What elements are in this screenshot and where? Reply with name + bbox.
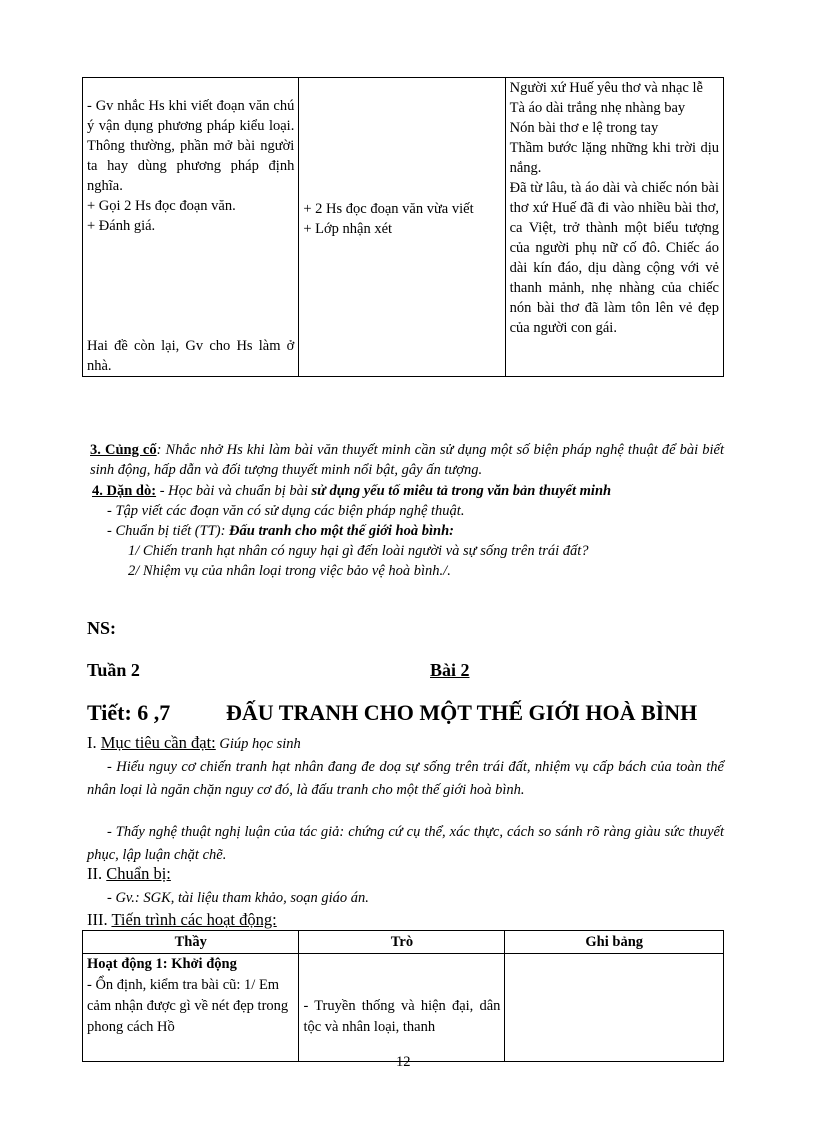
homework-question-2: 2/ Nhiệm vụ của nhân loại trong việc bảo vệ hoà bình./. bbox=[128, 563, 451, 579]
student-cell bbox=[299, 78, 505, 377]
lesson-number: Bài 2 bbox=[430, 660, 470, 680]
homework-prep-title: Đấu tranh cho một thế giới hoà bình: bbox=[229, 523, 454, 539]
section-objectives bbox=[87, 733, 301, 753]
board-paragraph: Đã từ lâu, tà áo dài và chiếc nón bài thơ xứ Huế đã đi vào nhiều bài thơ, ca Việt, trở thành một biểu tượng của người phụ nữ cố đô. Chiếc áo dài kín đáo, dịu dàng cộng với vẻ thanh mảnh, nhẹ nhàng của chiếc nón bài thơ đã làm tôn lên vẻ đẹp của người con gái. bbox=[509, 180, 719, 336]
page-number: 12 bbox=[396, 1054, 411, 1070]
student-activity-cell bbox=[299, 954, 505, 1062]
homework-question-1: 1/ Chiến tranh hạt nhân có nguy hại gì đến loài người và sự sống trên trái đất? bbox=[128, 543, 589, 559]
teacher-line: + Gọi 2 Hs đọc đoạn văn. bbox=[87, 198, 236, 214]
consolidation-label: 3. Củng cố bbox=[90, 442, 157, 458]
header-student: Trò bbox=[299, 931, 505, 954]
section-preparation bbox=[87, 864, 171, 884]
student-answer: - Truyền thống và hiện đại, dân tộc và nhân loại, thanh bbox=[303, 998, 501, 1035]
homework-label: 4. Dặn dò: bbox=[92, 483, 157, 499]
consolidation bbox=[90, 440, 724, 480]
board-cell bbox=[505, 78, 723, 377]
section-number: II. bbox=[87, 864, 107, 883]
poem-line: Tà áo dài trắng nhẹ nhàng bay bbox=[509, 100, 686, 116]
section-heading: Chuẩn bị: bbox=[106, 864, 171, 883]
page-title: ĐẤU TRANH CHO MỘT THẾ GIỚI HOÀ BÌNH bbox=[226, 700, 698, 725]
section-activities bbox=[87, 910, 277, 930]
header-board: Ghi bảng bbox=[505, 931, 724, 954]
homework-text: - Học bài và chuẩn bị bài bbox=[156, 483, 312, 499]
section-number: I. bbox=[87, 733, 101, 752]
homework-lesson: sử dụng yếu tố miêu tả trong văn bản thuyết minh bbox=[311, 483, 612, 499]
teacher-activity-cell bbox=[83, 954, 299, 1062]
objective-1: - Hiểu nguy cơ chiến tranh hạt nhân đang đe doạ sự sống trên trái đất, nhiệm vụ cấp bách của toàn thể nhân loại là ngăn chặn nguy cơ đó, là đấu tranh cho một thế giới hoà bình. bbox=[87, 759, 724, 798]
board-activity-cell bbox=[505, 954, 724, 1062]
section-heading: Tiến trình các hoạt động: bbox=[111, 910, 277, 929]
homework-line2: - Tập viết các đoạn văn có sử dụng các biện pháp nghệ thuật. bbox=[107, 503, 465, 519]
teacher-paragraph: - Gv nhắc Hs khi viết đoạn văn chú ý vận dụng phương pháp kiểu loại. Thông thường, phần mở bài người ta hay dùng phương pháp định nghĩa. bbox=[87, 98, 295, 194]
teacher-cell bbox=[83, 78, 299, 377]
section-subtext: Giúp học sinh bbox=[215, 736, 301, 752]
objective-2: - Thấy nghệ thuật nghị luận của tác giả: chứng cứ cụ thể, xác thực, cách so sánh rõ ràng giàu sức thuyết phục, lập luận chặt chẽ. bbox=[87, 824, 724, 863]
poem-line: Nón bài thơ e lệ trong tay bbox=[509, 120, 659, 136]
student-line: + Lớp nhận xét bbox=[303, 221, 393, 237]
activity-table-top bbox=[82, 77, 724, 377]
week-label: Tuần 2 bbox=[87, 660, 140, 680]
section-number: III. bbox=[87, 910, 112, 929]
activity-title: Hoạt động 1: Khởi động bbox=[87, 956, 237, 972]
homework-line3 bbox=[107, 521, 454, 541]
homework-line1 bbox=[92, 481, 732, 501]
homework-prep: - Chuẩn bị tiết (TT): bbox=[107, 523, 230, 539]
ns-label: NS: bbox=[87, 618, 117, 638]
section-heading: Mục tiêu cần đạt: bbox=[100, 733, 216, 752]
header-teacher: Thầy bbox=[83, 931, 299, 954]
period-label: Tiết: 6 ,7 bbox=[87, 700, 171, 725]
poem-line: Thầm bước lặng những khi trời dịu nắng. bbox=[509, 140, 719, 176]
activity-table bbox=[82, 930, 724, 1062]
teacher-homework: Hai đề còn lại, Gv cho Hs làm ở nhà. bbox=[87, 338, 295, 374]
poem-line: Người xứ Huế yêu thơ và nhạc lễ bbox=[509, 80, 703, 96]
consolidation-text: : Nhắc nhở Hs khi làm bài văn thuyết minh cần sử dụng một số biện pháp nghệ thuật để bài biết sinh động, hấp dẫn và đối tượng thuyết minh nổi bật, gây ấn tượng. bbox=[90, 442, 724, 478]
teacher-line: + Đánh giá. bbox=[87, 218, 156, 234]
student-line: + 2 Hs đọc đoạn văn vừa viết bbox=[303, 201, 474, 217]
preparation-item: - Gv.: SGK, tài liệu tham khảo, soạn giáo án. bbox=[107, 890, 369, 906]
activity-text: - Ổn định, kiểm tra bài cũ: 1/ Em cảm nhận được gì về nét đẹp trong phong cách Hồ bbox=[87, 977, 289, 1035]
